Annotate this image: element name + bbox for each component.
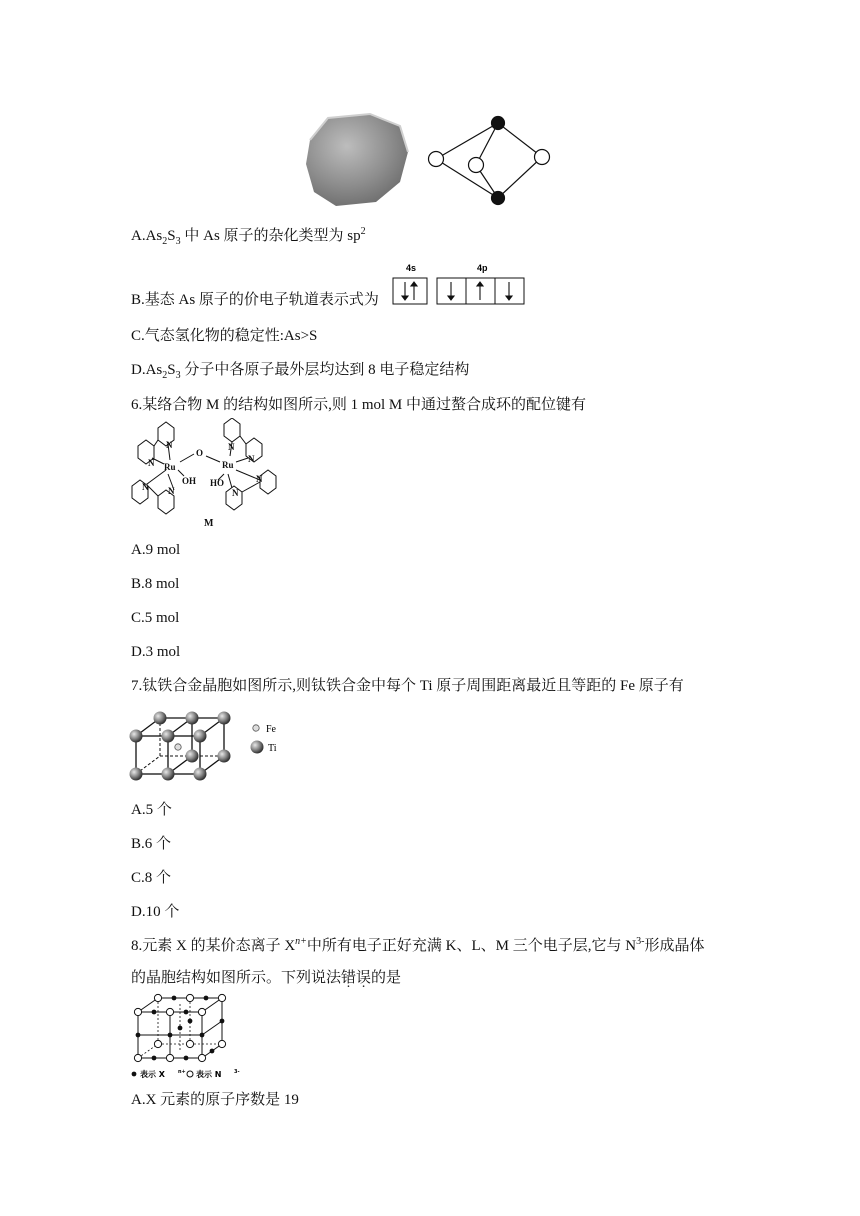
q5-figure <box>300 112 560 212</box>
q8-stem-line1: 8.元素 X 的某价态离子 $X^{n+}$中所有电子正好充满 K、L、M 三个电子层,它与 $N^{3-}$形成晶体 <box>131 936 705 954</box>
svg-text:n+: n+ <box>178 1069 186 1075</box>
q8-stem-line2: 的晶胞结构如图所示。下列说法错误的是 <box>131 970 402 986</box>
q7-stem: 7.钛铁合金晶胞如图所示,则钛铁合金中每个 Ti 原子周围距离最近且等距的 Fe 原子有 <box>131 678 684 694</box>
q5-option-b[interactable]: B.基态 As 原子的价电子轨道表示式为 <box>131 292 379 308</box>
q6-option-b[interactable]: B.8 mol <box>131 576 180 592</box>
complex-m-label: M <box>204 518 214 529</box>
q6-option-d[interactable]: D.3 mol <box>131 644 181 660</box>
q8-option-a[interactable]: A.X 元素的原子序数是 19 <box>131 1092 299 1108</box>
ru-left-label: Ru <box>164 462 176 472</box>
rock-image <box>306 114 408 206</box>
orbital-diagram <box>392 262 526 306</box>
legend-n: 表示 N <box>196 1070 222 1079</box>
q5-option-d[interactable]: $D.As_2S_3$ 分子中各原子最外层均达到 8 电子稳定结构 <box>131 362 470 381</box>
q6-option-a[interactable]: A.9 mol <box>131 542 181 558</box>
svg-text:3-: 3- <box>234 1069 240 1075</box>
bridging-o-label: O <box>196 448 204 458</box>
legend-ti: Ti <box>268 743 277 754</box>
orbital-label-4s: 4s <box>406 263 417 273</box>
q7-option-a[interactable]: A.5 个 <box>131 802 172 818</box>
q8-unit-cell-figure <box>128 990 248 1080</box>
orbital-label-4p: 4p <box>477 263 488 273</box>
svg-text:N: N <box>248 454 255 464</box>
svg-text:N: N <box>148 458 155 468</box>
legend-fe: Fe <box>266 724 276 735</box>
q7-option-d[interactable]: D.10 个 <box>131 904 180 920</box>
q5-option-a[interactable]: $A.As_2S_3$ 中 As 原子的杂化类型为 $sp^2$ <box>131 226 366 247</box>
q7-option-c[interactable]: C.8 个 <box>131 870 172 886</box>
svg-text:N: N <box>256 474 263 484</box>
q6-stem: 6.某络合物 M 的结构如图所示,则 1 mol M 中通过螯合成环的配位键有 <box>131 397 587 413</box>
q5-option-c[interactable]: C.气态氢化物的稳定性:As>S <box>131 328 318 344</box>
svg-text:N: N <box>168 486 175 496</box>
svg-text:N: N <box>142 482 149 492</box>
svg-text:N: N <box>228 442 235 452</box>
as2s3-structure <box>429 117 550 205</box>
q7-unit-cell-figure <box>126 706 286 784</box>
svg-text:N: N <box>166 440 173 450</box>
ru-right-label: Ru <box>222 460 234 470</box>
legend-x: 表示 X <box>140 1070 165 1079</box>
svg-text:N: N <box>232 488 239 498</box>
ho-label: HO <box>210 478 225 488</box>
q6-complex-figure <box>128 418 288 530</box>
q6-option-c[interactable]: C.5 mol <box>131 610 180 626</box>
q7-option-b[interactable]: B.6 个 <box>131 836 172 852</box>
fe-atom <box>175 744 181 750</box>
oh-label: OH <box>182 476 197 486</box>
